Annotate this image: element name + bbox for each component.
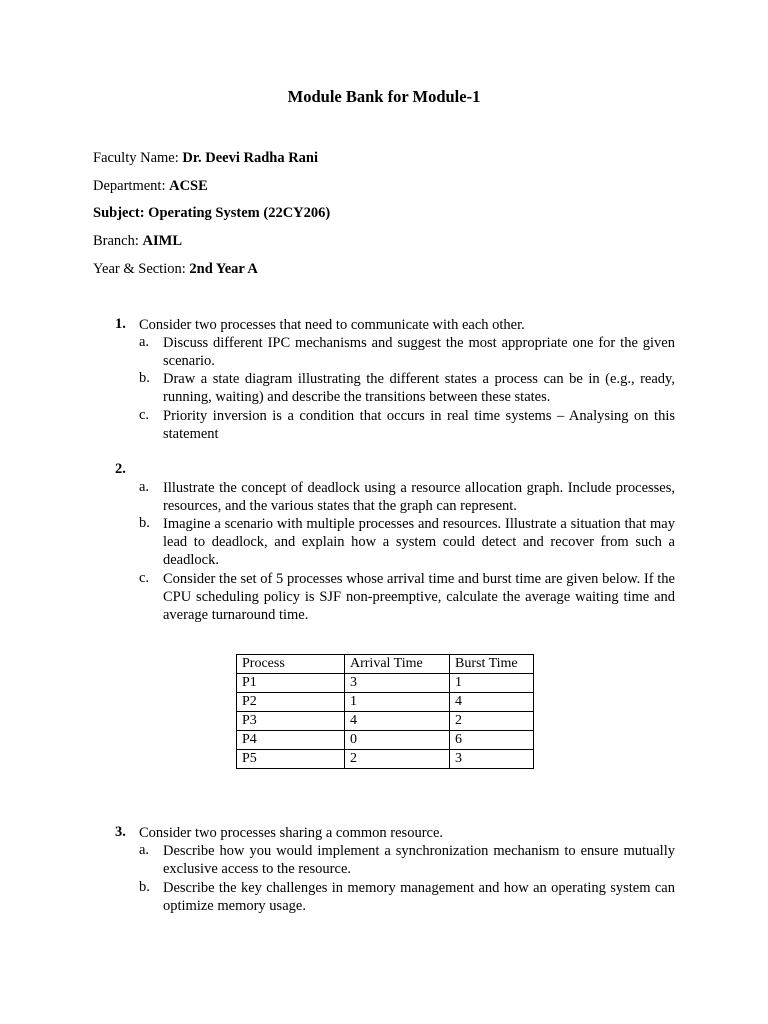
- table-cell: P3: [237, 712, 345, 731]
- q1-b-text: Draw a state diagram illustrating the different states a process can be in (e.g., ready, running, waiting) and describe the transitions between these states.: [163, 371, 675, 406]
- table-cell: 2: [345, 750, 450, 769]
- table-row: [237, 674, 534, 693]
- table-cell: 2: [450, 712, 534, 731]
- q1-c-letter: c.: [139, 407, 150, 423]
- table-cell: 1: [345, 693, 450, 712]
- q2-c-text: Consider the set of 5 processes whose arrival time and burst time are given below. If the CPU scheduling policy is SJF non-preemptive, calculate the average waiting time and average turnaround time.: [163, 571, 675, 624]
- department-label: Department:: [93, 178, 170, 194]
- table-row: [237, 712, 534, 731]
- table-header: Burst Time: [450, 655, 534, 674]
- question-3-number: 3.: [115, 824, 126, 840]
- department-line: [93, 178, 208, 195]
- q1-c-text: Priority inversion is a condition that occurs in real time systems – Analysing on this statement: [163, 408, 675, 443]
- table-header: Arrival Time: [345, 655, 450, 674]
- q3-a-text: Describe how you would implement a synchronization mechanism to ensure mutually exclusive access to the resource.: [163, 843, 675, 878]
- question-3-intro: Consider two processes sharing a common resource.: [139, 825, 444, 841]
- table-cell: 3: [450, 750, 534, 769]
- q1-a-text: Discuss different IPC mechanisms and suggest the most appropriate one for the given scenario.: [163, 335, 675, 370]
- table-cell: 4: [345, 712, 450, 731]
- page-title: Module Bank for Module-1: [287, 87, 481, 106]
- question-1-intro: Consider two processes that need to communicate with each other.: [139, 317, 525, 333]
- table-cell: 1: [450, 674, 534, 693]
- q3-a-letter: a.: [139, 842, 150, 858]
- department-value: ACSE: [169, 178, 208, 194]
- table-row: [237, 750, 534, 769]
- year-value: 2nd Year A: [189, 261, 258, 277]
- q1-b-letter: b.: [139, 370, 150, 386]
- q3-b-text: Describe the key challenges in memory management and how an operating system can optimize memory usage.: [163, 880, 675, 915]
- table-cell: P2: [237, 693, 345, 712]
- branch-value: AIML: [142, 233, 183, 249]
- table-cell: 4: [450, 693, 534, 712]
- q3-b-letter: b.: [139, 879, 150, 895]
- subject-line: [93, 205, 330, 222]
- q1-a-letter: a.: [139, 334, 150, 350]
- table-header: Process: [237, 655, 345, 674]
- faculty-line: [93, 150, 318, 167]
- faculty-value: Dr. Deevi Radha Rani: [182, 150, 319, 166]
- branch-line: [93, 233, 182, 250]
- q2-c-letter: c.: [139, 570, 150, 586]
- year-line: [93, 261, 258, 278]
- table-cell: P4: [237, 731, 345, 750]
- table-cell: 0: [345, 731, 450, 750]
- process-table: [236, 654, 534, 769]
- question-2-number: 2.: [115, 461, 126, 477]
- table-cell: 3: [345, 674, 450, 693]
- faculty-label: Faculty Name:: [93, 150, 183, 166]
- year-label: Year & Section:: [93, 261, 190, 277]
- subject-value: Subject: Operating System (22CY206): [93, 205, 331, 221]
- table-row: [237, 693, 534, 712]
- branch-label: Branch:: [93, 233, 143, 249]
- q2-a-text: Illustrate the concept of deadlock using a resource allocation graph. Include processes, resources, and the various states that the graph can represent.: [163, 480, 675, 515]
- q2-b-text: Imagine a scenario with multiple processes and resources. Illustrate a situation that may lead to deadlock, and explain how a system could detect and recover from such a deadlock.: [163, 516, 675, 569]
- table-row: [237, 731, 534, 750]
- table-cell: 6: [450, 731, 534, 750]
- question-1-number: 1.: [115, 316, 126, 332]
- table-cell: P1: [237, 674, 345, 693]
- q2-a-letter: a.: [139, 479, 150, 495]
- table-header-row: [237, 655, 534, 674]
- q2-b-letter: b.: [139, 515, 150, 531]
- table-cell: P5: [237, 750, 345, 769]
